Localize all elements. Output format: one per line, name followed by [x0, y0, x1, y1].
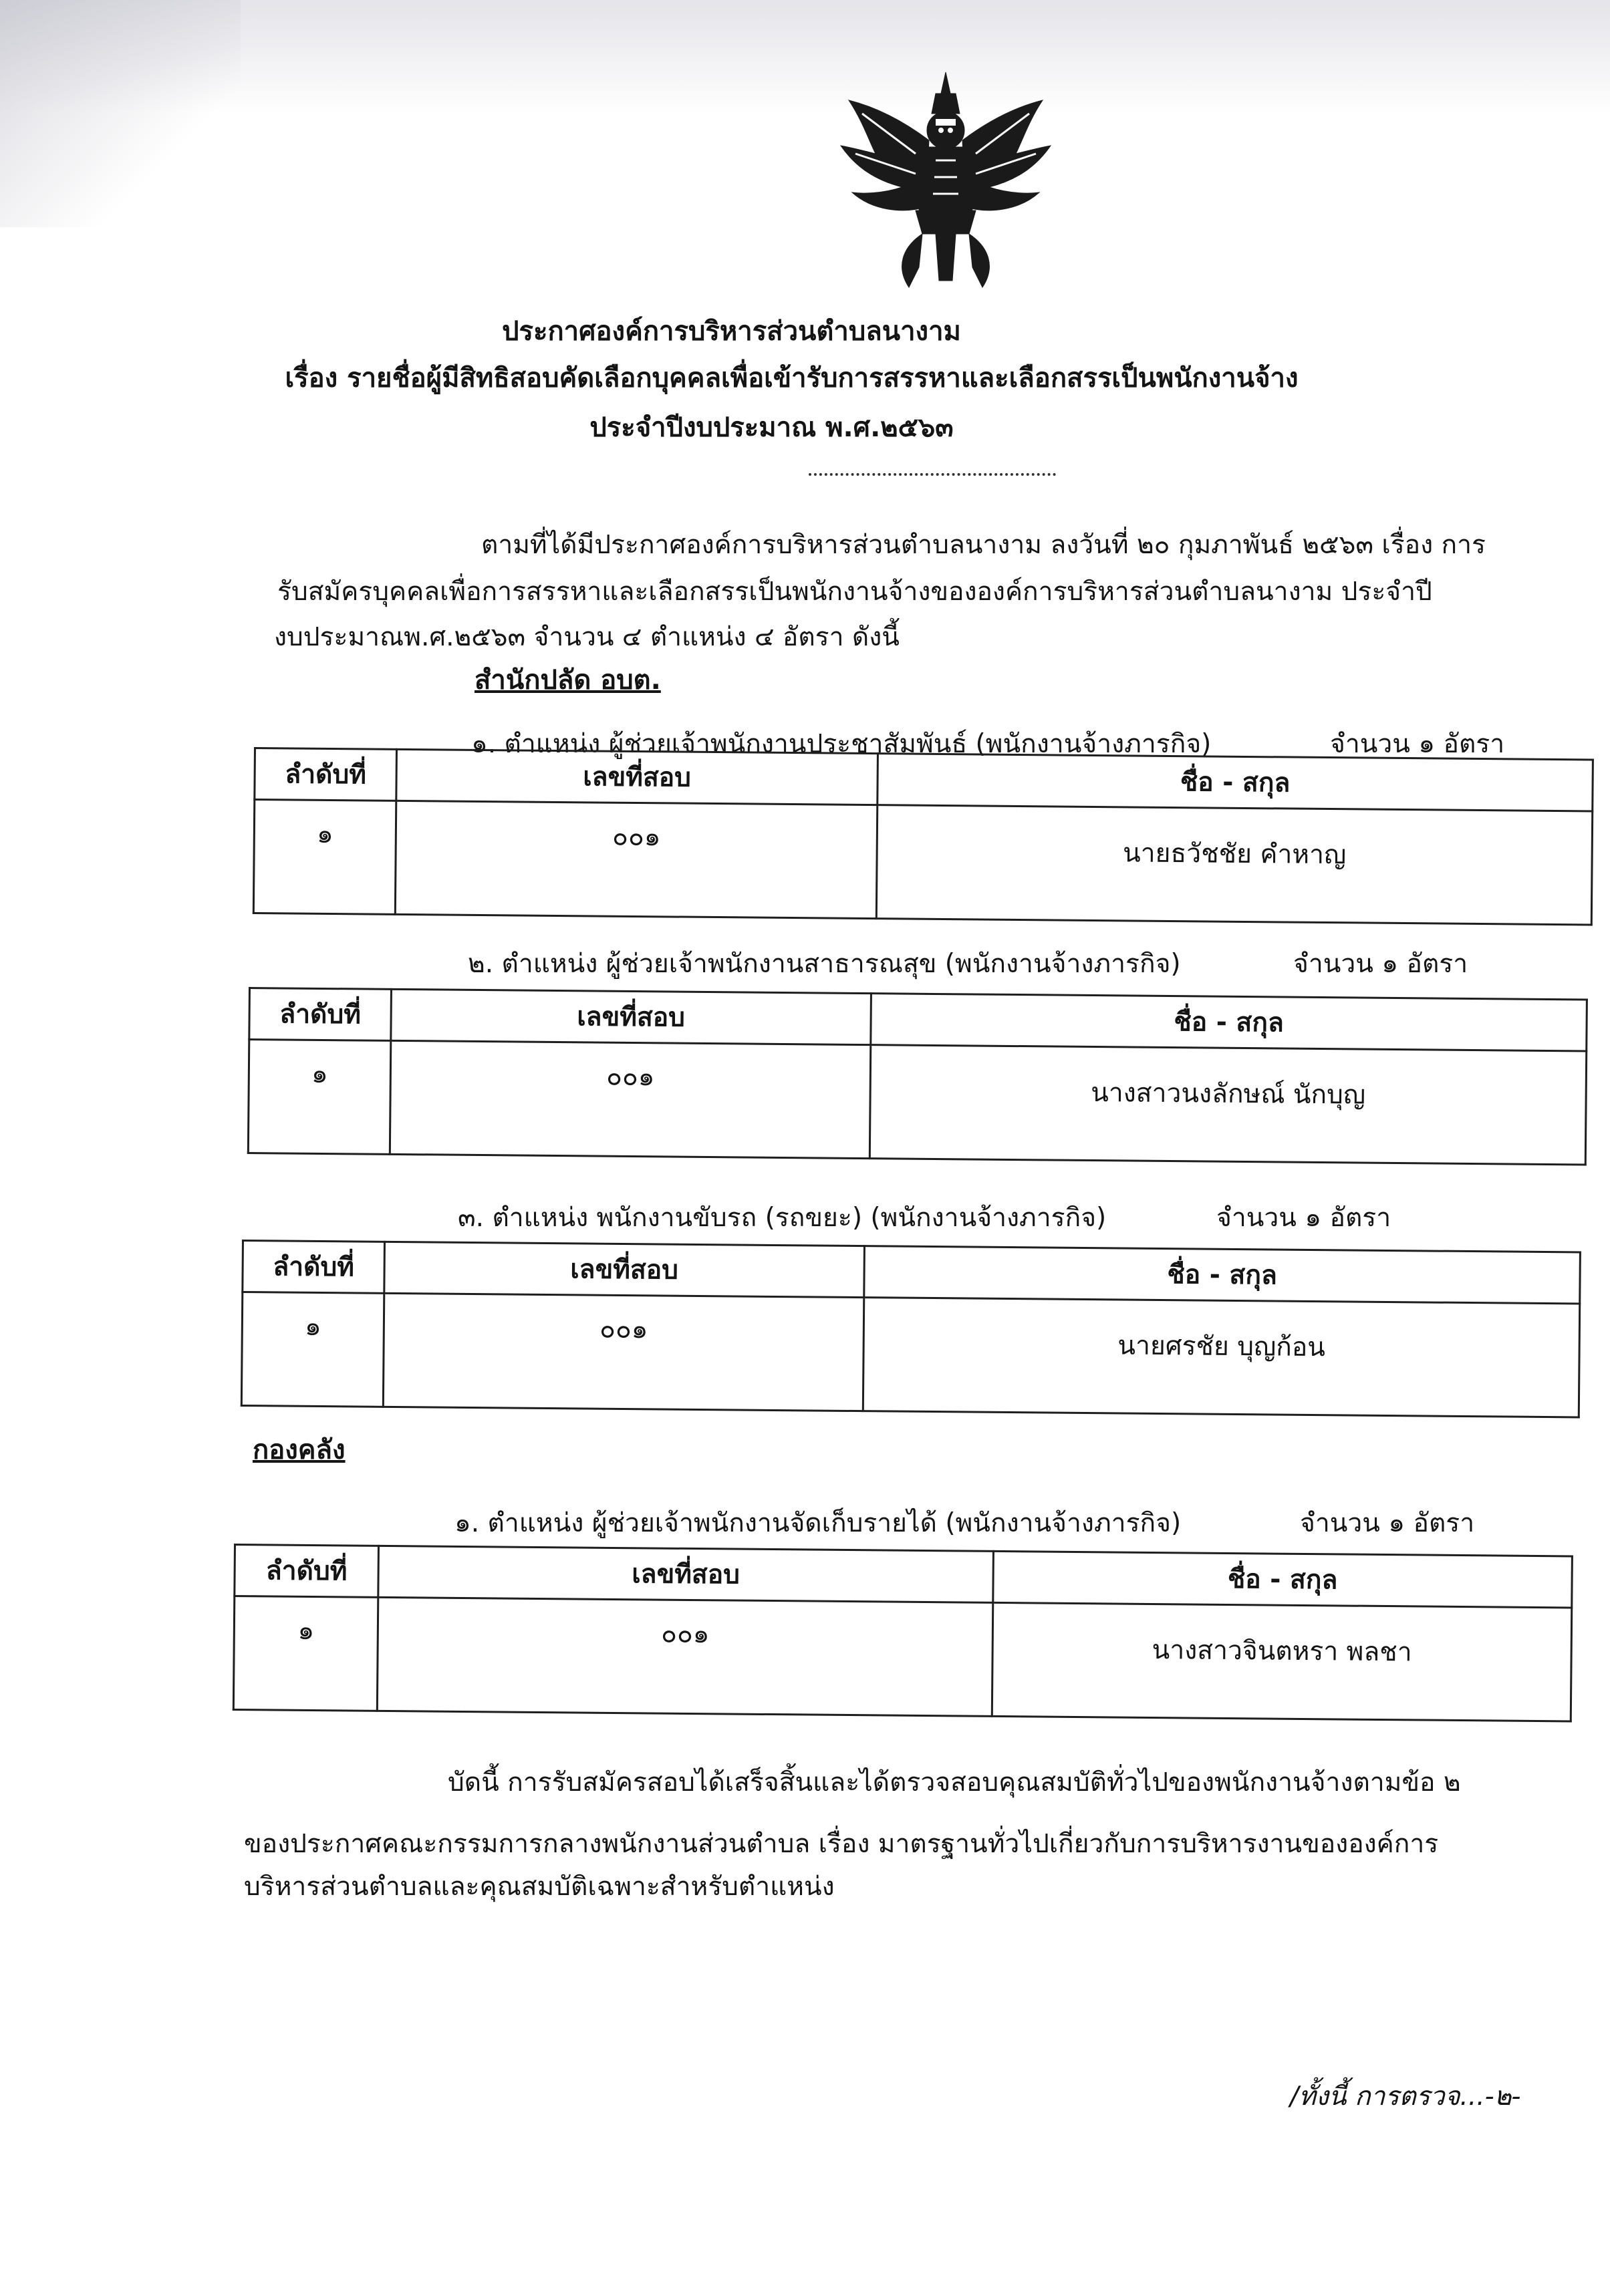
table-row — [253, 800, 1592, 925]
candidate-table — [253, 747, 1594, 925]
row-exam-no: ๐๐๑ — [377, 1597, 992, 1716]
row-no: ๑ — [241, 1292, 384, 1407]
candidate-table — [247, 987, 1588, 1165]
position-title: ๒. ตำแหน่ง ผู้ช่วยเจ้าพนักงานสาธารณสุข (พนักงานจ้างภารกิจ) — [468, 949, 1181, 979]
closing-line-3: บริหารส่วนตำบลและคุณสมบัติเฉพาะสำหรับตำแหน่ง — [244, 1872, 835, 1902]
row-name: นายธวัชชัย คำหาญ — [876, 805, 1592, 925]
position-count: จำนวน ๑ อัตรา — [1293, 949, 1468, 979]
table-row — [233, 1596, 1571, 1721]
intro-line-1: ตามที่ได้มีประกาศองค์การบริหารส่วนตำบลนางาม ลงวันที่ ๒๐ กุมภาพันธ์ ๒๕๖๓ เรื่อง การ — [481, 530, 1486, 560]
row-name: นางสาวนงลักษณ์ นักบุญ — [869, 1045, 1586, 1165]
column-header-name: ชื่อ - สกุล — [993, 1551, 1573, 1608]
position-title: ๑. ตำแหน่ง ผู้ช่วยเจ้าพนักงานประชาสัมพันธ์ (พนักงานจ้างภารกิจ) — [471, 729, 1212, 759]
position-count: จำนวน ๑ อัตรา — [1300, 1508, 1475, 1538]
column-header-exam-no: เลขที่สอบ — [378, 1546, 994, 1602]
section-heading: สำนักปลัด อบต. — [475, 665, 661, 696]
row-no: ๑ — [253, 800, 396, 915]
column-header-exam-no: เลขที่สอบ — [384, 1242, 865, 1297]
column-header-no: ลำดับที่ — [235, 1545, 379, 1598]
closing-line-1: บัดนี้ การรับสมัครสอบได้เสร็จสิ้นและได้ตรวจสอบคุณสมบัติทั่วไปของพนักงานจ้างตามข้อ ๒ — [448, 1767, 1461, 1798]
column-header-name: ชื่อ - สกุล — [878, 754, 1593, 811]
dotted-divider — [809, 466, 1056, 476]
position-title: ๓. ตำแหน่ง พนักงานขับรถ (รถขยะ) (พนักงานจ้างภารกิจ) — [458, 1203, 1107, 1233]
column-header-no: ลำดับที่ — [255, 748, 397, 801]
column-header-exam-no: เลขที่สอบ — [391, 989, 871, 1044]
scan-fold-corner — [0, 0, 241, 227]
table-row — [248, 1040, 1586, 1165]
row-exam-no: ๐๐๑ — [395, 801, 877, 918]
closing-line-2: ของประกาศคณะกรรมการกลางพนักงานส่วนตำบล เรื่อง มาตรฐานทั่วไปเกี่ยวกับการบริหารงานขององค์การ — [244, 1829, 1439, 1859]
position-count: จำนวน ๑ อัตรา — [1330, 729, 1505, 759]
continuation-note: /ทั้งนี้ การตรวจ...-๒- — [1290, 2082, 1521, 2112]
column-header-name: ชื่อ - สกุล — [871, 994, 1587, 1051]
column-header-exam-no: เลขที่สอบ — [396, 749, 878, 805]
column-header-no: ลำดับที่ — [249, 988, 392, 1041]
row-exam-no: ๐๐๑ — [383, 1293, 863, 1411]
scan-shadow — [0, 0, 1610, 114]
row-no: ๑ — [233, 1596, 378, 1711]
candidate-table — [241, 1240, 1581, 1418]
announcement-subject: เรื่อง รายชื่อผู้มีสิทธิสอบคัดเลือกบุคคลเพื่อเข้ารับการสรรหาและเลือกสรรเป็นพนักงานจ้าง — [285, 363, 1299, 394]
candidate-table — [233, 1544, 1573, 1722]
row-name: นางสาวจินตหรา พลชา — [992, 1602, 1571, 1721]
row-no: ๑ — [248, 1040, 390, 1155]
intro-line-3: งบประมาณพ.ศ.๒๕๖๓ จำนวน ๔ ตำแหน่ง ๔ อัตรา ดังนี้ — [274, 622, 900, 652]
announcement-title: ประกาศองค์การบริหารส่วนตำบลนางาม — [502, 316, 961, 347]
row-name: นายศรชัย บุญก้อน — [863, 1298, 1579, 1417]
intro-line-2: รับสมัครบุคคลเพื่อการสรรหาและเลือกสรรเป็นพนักงานจ้างขององค์การบริหารส่วนตำบลนางาม ประจำปี — [277, 577, 1432, 607]
column-header-name: ชื่อ - สกุล — [864, 1246, 1581, 1304]
announcement-fiscal-year: ประจำปีงบประมาณ พ.ศ.๒๕๖๓ — [589, 412, 954, 443]
table-row — [241, 1292, 1579, 1417]
section-heading: กองคลัง — [253, 1435, 346, 1465]
garuda-emblem-icon — [835, 67, 1056, 294]
position-count: จำนวน ๑ อัตรา — [1216, 1203, 1391, 1233]
position-title: ๑. ตำแหน่ง ผู้ช่วยเจ้าพนักงานจัดเก็บรายได้ (พนักงานจ้างภารกิจ) — [454, 1508, 1182, 1538]
row-exam-no: ๐๐๑ — [390, 1040, 870, 1158]
column-header-no: ลำดับที่ — [243, 1241, 385, 1294]
